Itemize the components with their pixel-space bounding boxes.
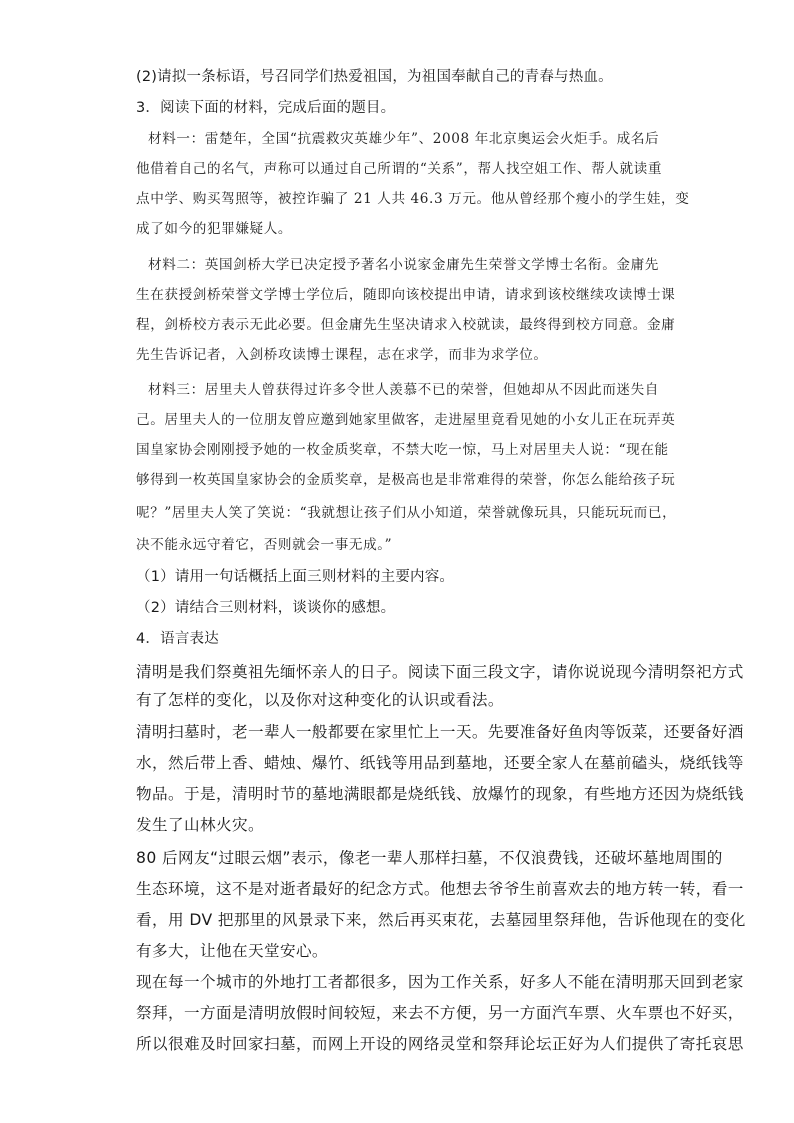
material-1-line: 点中学、购买驾照等，被控诈骗了 21 人共 46.3 万元。他从曾经那个瘦小的学生娃，变 <box>136 191 690 207</box>
material-3-line: 己。居里夫人的一位朋友曾应邀到她家里做客，走进屋里竟看见她的小女儿正在玩弄英 <box>136 412 676 428</box>
paragraph-line: 所以很难及时回家扫墓，而网上开设的网络灵堂和祭拜论坛正好为人们提供了寄托哀思 <box>136 1035 744 1053</box>
material-2-line: 生在获授剑桥荣誉文学博士学位后，随即向该校提出申请，请求到该校继续攻读博士课 <box>136 287 676 303</box>
paragraph-line: 看，用 DV 把那里的风景录下来，然后再买束花，去墓园里祭拜他，告诉他现在的变化 <box>136 911 746 929</box>
material-3-line: 材料三：居里夫人曾获得过许多令世人羡慕不已的荣誉，但她却从不因此而迷失自 <box>148 382 659 398</box>
material-1-line: 成了如今的犯罪嫌疑人。 <box>136 221 293 237</box>
material-2-line: 材料二：英国剑桥大学已决定授予著名小说家金庸先生荣誉文学博士名衔。金庸先 <box>148 257 659 273</box>
paragraph-line: 清明扫墓时，老一辈人一般都要在家里忙上一天。先要准备好鱼肉等饭菜，还要备好酒 <box>136 723 744 741</box>
material-3-line: 呢？”居里夫人笑了笑说：“我就想让孩子们从小知道，荣誉就像玩具，只能玩玩而已， <box>136 505 677 521</box>
question-2-slogan: (2)请拟一条标语，号召同学们热爱祖国，为祖国奉献自己的青春与热血。 <box>136 69 613 85</box>
material-2-line: 程，剑桥校方表示无此必要。但金庸先生坚决请求入校就读，最终得到校方同意。金庸 <box>136 317 676 333</box>
paragraph-line: 祭拜，一方面是清明放假时间较短，来去不方便，另一方面汽车票、火车票也不好买， <box>136 1004 744 1022</box>
material-2-line: 先生告诉记者，入剑桥攻读博士课程，志在求学，而非为求学位。 <box>136 347 548 363</box>
material-3-line: 决不能永远守着它，否则就会一事无成。” <box>136 537 393 553</box>
question-4-heading: 4．语言表达 <box>136 631 219 647</box>
paragraph-line: 生态环境，这不是对逝者最好的纪念方式。他想去爷爷生前喜欢去的地方转一转，看一 <box>136 880 744 898</box>
material-1-line: 他借着自己的名气，声称可以通过自己所谓的“关系”，帮人找空姐工作、帮人就读重 <box>136 161 663 177</box>
material-3-line: 国皇家协会刚刚授予她的一枚金质奖章，不禁大吃一惊，马上对居里夫人说：“现在能 <box>136 442 669 458</box>
paragraph-line: 有了怎样的变化，以及你对这种变化的认识或看法。 <box>136 691 504 709</box>
paragraph-line: 物品。于是，清明时节的墓地满眼都是烧纸钱、放爆竹的现象，有些地方还因为烧纸钱 <box>136 785 744 803</box>
material-1-line: 材料一：雷楚年，全国“抗震救灾英雄少年”、2008 年北京奥运会火炬手。成名后 <box>148 131 660 147</box>
question-3-subquestion-2: （2）请结合三则材料，谈谈你的感想。 <box>136 600 396 616</box>
material-3-line: 够得到一枚英国皇家协会的金质奖章，是极高也是非常难得的荣誉，你怎么能给孩子玩 <box>136 472 676 488</box>
paragraph-line: 有多大，让他在天堂安心。 <box>136 942 328 960</box>
question-3-subquestion-1: （1）请用一句话概括上面三则材料的主要内容。 <box>136 569 455 585</box>
question-3-heading: 3．阅读下面的材料，完成后面的题目。 <box>136 100 396 116</box>
paragraph-line: 发生了山林火灾。 <box>136 816 264 834</box>
paragraph-line: 水，然后带上香、蜡烛、爆竹、纸钱等用品到墓地，还要全家人在墓前磕头，烧纸钱等 <box>136 754 744 772</box>
paragraph-line: 清明是我们祭奠祖先缅怀亲人的日子。阅读下面三段文字，请你说说现今清明祭祀方式 <box>136 663 744 681</box>
paragraph-line: 现在每一个城市的外地打工者都很多，因为工作关系，好多人不能在清明那天回到老家 <box>136 973 744 991</box>
paragraph-line: 80 后网友“过眼云烟”表示，像老一辈人那样扫墓，不仅浪费钱，还破坏墓地周围的 <box>136 849 723 867</box>
